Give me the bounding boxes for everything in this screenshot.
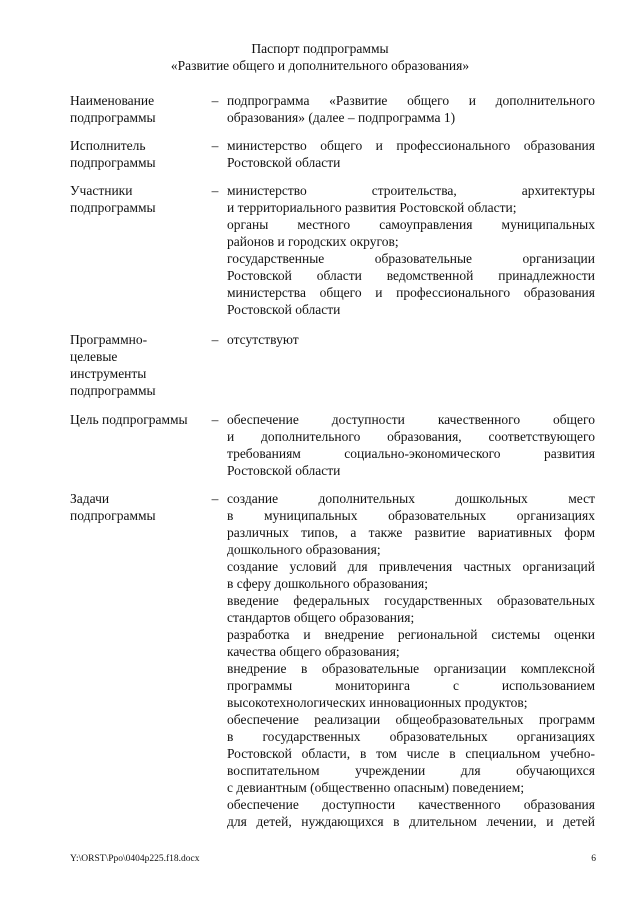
text-line: подпрограммы: [70, 508, 156, 523]
text-line: качества общего образования;: [227, 644, 400, 659]
text-line: подпрограммы: [70, 200, 156, 215]
text-line: министерство общего и профессионального образования: [227, 138, 595, 153]
document-title: [0, 40, 640, 74]
text-line: разработка и внедрение региональной системы оценки: [227, 627, 595, 642]
text-line: обеспечение доступности качественного общего: [227, 412, 595, 427]
text-line: Ростовской области: [227, 463, 341, 478]
text-line: Ростовской области: [227, 302, 341, 317]
text-line: внедрение в образовательные организации комплексной: [227, 661, 595, 676]
text-line: программы мониторинга с использованием: [227, 678, 595, 693]
dash-separator: –: [211, 491, 219, 506]
text-line: Ростовской области, в том числе в специальном учебно-: [227, 746, 595, 761]
row-value: [227, 490, 595, 830]
row-value: [227, 331, 595, 348]
text-line: в государственных образовательных организациях: [227, 729, 595, 744]
text-line: Наименование: [70, 93, 155, 108]
text-line: Исполнитель: [70, 138, 146, 153]
row-label: [70, 490, 205, 524]
dash-separator: –: [211, 332, 219, 347]
row-value: [227, 182, 595, 318]
row-label: [70, 331, 205, 399]
text-line: создание дополнительных дошкольных мест: [227, 491, 595, 506]
dash-separator: –: [211, 183, 219, 198]
text-line: и дополнительного образования, соответствующего: [227, 429, 595, 444]
text-line: подпрограммы: [70, 155, 156, 170]
text-line: Ростовской области: [227, 155, 341, 170]
text-line: с девиантным (общественно опасным) поведением;: [227, 780, 525, 795]
text-line: в муниципальных образовательных организациях: [227, 508, 595, 523]
text-line: создание условий для привлечения частных организаций: [227, 559, 595, 574]
text-line: Программно-: [70, 332, 148, 347]
text-line: в сферу дошкольного образования;: [227, 576, 428, 591]
text-line: различных типов, а также развитие вариативных форм: [227, 525, 595, 540]
text-line: подпрограммы: [70, 110, 156, 125]
text-line: и территориального развития Ростовской области;: [227, 200, 517, 215]
text-line: инструменты: [70, 366, 147, 381]
text-line: министерство строительства, архитектуры: [227, 183, 595, 198]
footer-file-path: Y:\ORST\Ppo\0404p225.f18.docx: [70, 854, 200, 864]
text-line: отсутствуют: [227, 332, 299, 347]
text-line: подпрограмма «Развитие общего и дополнительного: [227, 93, 595, 108]
text-line: введение федеральных государственных образовательных: [227, 593, 595, 608]
text-line: для детей, нуждающихся в длительном лечении, и детей: [227, 814, 595, 829]
row-value: [227, 92, 595, 126]
title-line-2: «Развитие общего и дополнительного образования»: [170, 58, 470, 73]
text-line: стандартов общего образования;: [227, 610, 415, 625]
text-line: государственные образовательные организации: [227, 251, 595, 266]
row-value: [227, 411, 595, 479]
text-line: Цель подпрограммы: [70, 412, 188, 427]
row-label: [70, 137, 205, 171]
text-line: Задачи: [70, 491, 110, 506]
text-line: воспитательном учреждении для обучающихся: [227, 763, 595, 778]
text-line: обеспечение реализации общеобразовательных программ: [227, 712, 595, 727]
dash-separator: –: [211, 138, 219, 153]
text-line: подпрограммы: [70, 383, 156, 398]
text-line: дошкольного образования;: [227, 542, 381, 557]
title-line-1: Паспорт подпрограммы: [251, 41, 389, 56]
row-label: [70, 411, 205, 428]
dash-separator: –: [211, 93, 219, 108]
dash-separator: –: [211, 412, 219, 427]
text-line: образования» (далее – подпрограмма 1): [227, 110, 456, 125]
text-line: целевые: [70, 349, 118, 364]
text-line: высокотехнологических инновационных продуктов;: [227, 695, 528, 710]
text-line: органы местного самоуправления муниципальных: [227, 217, 595, 232]
text-line: министерства общего и профессионального образования: [227, 285, 595, 300]
text-line: обеспечение доступности качественного образования: [227, 797, 595, 812]
row-label: [70, 92, 205, 126]
row-value: [227, 137, 595, 171]
page-number: 6: [591, 854, 596, 864]
text-line: требованиям социально-экономического развития: [227, 446, 595, 461]
row-label: [70, 182, 205, 216]
text-line: районов и городских округов;: [227, 234, 399, 249]
text-line: Участники: [70, 183, 133, 198]
text-line: Ростовской области ведомственной принадлежности: [227, 268, 595, 283]
